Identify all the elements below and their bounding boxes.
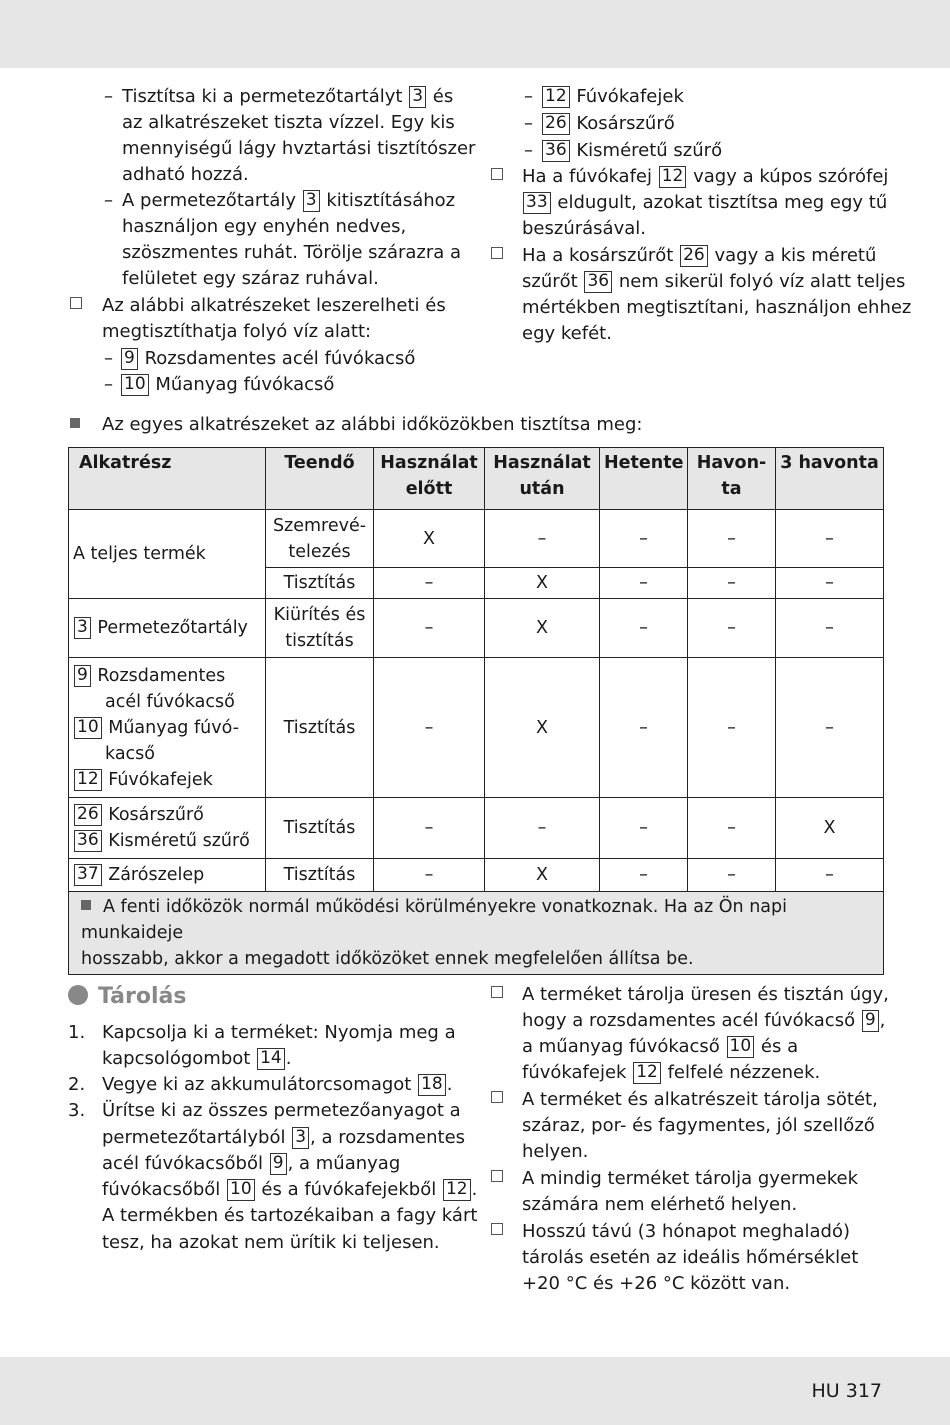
text-line: Havon- [696,453,767,473]
footer-band [0,1357,950,1425]
text-line: A terméket és alkatrészeit tárolja sötét, [522,1089,878,1110]
text-line: felületet egy száraz ruhával. [122,268,379,289]
table-footer-row [69,892,884,975]
ref-37: 37 [74,864,102,886]
text-line: Hosszú távú (3 hónapot meghaladó) [522,1221,850,1242]
dash: – [104,374,113,395]
dash: – [524,113,533,134]
table-row [69,859,884,892]
table-row [69,599,884,658]
text-line: mértékben megtisztítani, használjon ehhez [522,297,912,318]
ref-12: 12 [74,769,102,791]
text-line: száraz, por- és fagymentes, jól szellőző [522,1115,875,1136]
text-line: 33 eldugult, azokat tisztítsa meg egy tű [522,190,887,216]
ref-36: 36 [584,271,612,293]
schedule-cell: – [485,798,600,859]
part-cell [69,658,266,798]
action-cell: Tisztítás [266,658,374,798]
schedule-cell: – [776,599,884,658]
schedule-cell: – [776,658,884,798]
step-number: 1. [68,1022,86,1043]
schedule-cell: – [600,859,688,892]
text-line: tisztítás [285,631,354,651]
text-line: Használat [493,453,591,473]
text-line: telezés [288,541,351,562]
table-note [69,892,884,975]
schedule-cell: – [600,599,688,658]
text-line: ta [721,479,742,499]
col-header-monthly [688,448,776,510]
text-line: Az alábbi alkatrészeket leszerelheti és [102,295,446,316]
schedule-cell: – [374,568,485,599]
text-line: szűrőt 36 nem sikerül folyó víz alatt teljes [522,271,906,292]
dash: – [524,140,533,161]
text-line: Ürítse ki az összes permetezőanyagot a [102,1100,461,1121]
bullet-dot-icon [68,985,88,1005]
schedule-cell: X [485,599,600,658]
schedule-cell: – [600,510,688,568]
schedule-cell: – [374,599,485,658]
schedule-cell: – [485,510,600,568]
ref-12: 12 [443,1179,471,1201]
text-line: 12 Fúvókafejek [73,767,261,793]
schedule-cell: X [485,658,600,798]
text-line: Szemrevé- [272,515,367,536]
text-line: tárolás esetén az ideális hőmérséklet [522,1247,859,1268]
part-cell: 3 Permetezőtartály [69,599,266,658]
section-title-storage: Tárolás [68,984,186,1009]
dash: – [104,86,113,107]
schedule-cell: – [688,859,776,892]
text-line: Kapcsolja ki a terméket: Nyomja meg a [102,1022,456,1043]
dash: – [104,348,113,369]
schedule-cell: X [485,568,600,599]
schedule-cell: – [374,798,485,859]
checkbox-bullet [491,1087,503,1113]
text-line: megtisztíthatja folyó víz alatt: [102,321,372,342]
text-line: az alkatrészeket tiszta vízzel. Egy kis [122,112,455,133]
text-line: fúvókafejek 12 felfelé nézzenek. [522,1062,821,1083]
text-line: használjon egy enyhén nedves, [122,216,407,237]
checkbox-bullet [70,293,82,319]
ref-26: 26 [74,804,102,826]
dash: – [104,190,113,211]
text-line: 26 Kosárszűrő [73,802,261,828]
text-line: A permetezőtartály 3 kitisztításához [122,190,456,211]
schedule-cell: – [776,859,884,892]
schedule-cell: – [600,568,688,599]
table-header-row [69,448,884,510]
ref-36: 36 [74,830,102,852]
text-line: 10 Műanyag fúvó- [73,715,261,741]
text-line: mennyiségű lágy hvztartási tisztítószer [122,138,476,159]
ref-10: 10 [74,717,102,739]
schedule-cell: – [776,568,884,599]
text-line: fúvókacsőből 10 és a fúvókafejekből 12 . [102,1179,478,1200]
text-line: 9 Rozsdamentes [73,663,261,689]
ref-18: 18 [418,1074,446,1096]
text-line: Ha a fúvókafej 12 vagy a kúpos szórófej [522,166,889,187]
col-header-part: Alkatrész [69,448,266,510]
ref-10: 10 [121,374,149,396]
schedule-cell: – [688,568,776,599]
checkbox-bullet [491,164,503,190]
col-header-action: Teendő [266,448,374,510]
text-line: kacső [105,743,155,764]
schedule-cell: – [776,510,884,568]
schedule-cell: – [600,798,688,859]
col-header-after-use [485,448,600,510]
text-line: Kiürítés és [273,605,366,625]
step-number: 3. [68,1100,86,1121]
text-line: 12 Fúvókafejek [541,84,684,110]
ref-12: 12 [633,1062,661,1084]
schedule-cell: X [374,510,485,568]
checkbox-bullet [491,982,503,1008]
ref-3: 3 [409,86,426,108]
table-row [69,798,884,859]
schedule-cell: – [374,658,485,798]
ref-9: 9 [862,1010,879,1032]
text-line: 36 Kisméretű szűrő [73,828,261,854]
ref-10: 10 [727,1036,755,1058]
ref-9: 9 [74,665,91,687]
text-line: 9 Rozsdamentes acél fúvókacső [120,346,415,372]
action-cell: Tisztítás [266,798,374,859]
col-header-weekly: Hetente [600,448,688,510]
ref-9: 9 [270,1153,287,1175]
action-cell [266,599,374,658]
text-line: előtt [405,479,453,499]
text-line: tesz, ha azokat nem ürítik ki teljesen. [102,1232,440,1253]
col-header-quarterly: 3 havonta [776,448,884,510]
part-cell: A teljes termék [69,510,266,599]
text-line: Vegye ki az akkumulátorcsomagot 18 . [102,1074,453,1095]
ref-3: 3 [303,190,320,212]
col-header-before-use [374,448,485,510]
checkbox-bullet [491,1166,503,1192]
text-line: permetezőtartályból 3 , a rozsdamentes [102,1127,466,1148]
schedule-cell: X [485,859,600,892]
ref-10: 10 [227,1179,255,1201]
ref-9: 9 [121,348,138,370]
ref-3: 3 [292,1127,309,1149]
ref-36: 36 [542,140,570,162]
checkbox-bullet [491,1219,503,1245]
action-cell [266,510,374,568]
text-line: számára nem elérhető helyen. [522,1194,798,1215]
ref-33: 33 [523,192,551,214]
text-line: 10 Műanyag fúvókacső [120,372,334,398]
cleaning-schedule-table [68,447,884,975]
text-line: acél fúvókacsőből 9 , a műanyag [102,1153,401,1174]
part-cell: 37 Zárószelep [69,859,266,892]
text-line: egy kefét. [522,323,612,344]
text-line: 26 Kosárszűrő [541,111,675,137]
ref-3: 3 [74,617,91,639]
text-line: kapcsológombot 14 . [102,1048,292,1069]
text-line: helyen. [522,1141,589,1162]
text-line: hogy a rozsdamentes acél fúvókacső 9 , [522,1010,886,1031]
header-band [0,0,950,68]
schedule-cell: – [688,599,776,658]
schedule-cell: – [600,658,688,798]
ref-12: 12 [542,86,570,108]
text-line: Ha a kosárszűrőt 26 vagy a kis méretű [522,245,877,266]
dash: – [524,86,533,107]
text-line: adható hozzá. [122,164,249,185]
schedule-cell: – [688,658,776,798]
text-line: hosszabb, akkor a megadott időközöket ennek megfelelően állítsa be. [81,949,694,969]
schedule-cell: X [776,798,884,859]
ref-26: 26 [680,245,708,267]
text-line: beszúrásával. [522,218,646,239]
action-cell: Tisztítás [266,568,374,599]
ref-12: 12 [659,166,687,188]
square-bullet [70,412,80,438]
text-line: a műanyag fúvókacső 10 és a [522,1036,799,1057]
text-line: Használat [380,453,478,473]
table-row [69,510,884,568]
text-line: után [519,479,565,499]
schedule-cell: – [688,798,776,859]
text-line: A termékben és tartozékaiban a fagy kárt [102,1205,478,1226]
text-line: szöszmentes ruhát. Törölje szárazra a [122,242,462,263]
part-cell [69,798,266,859]
text-line: +20 °C és +26 °C között van. [522,1273,791,1294]
schedule-cell: – [688,510,776,568]
ref-14: 14 [257,1048,285,1070]
text-line: A mindig terméket tárolja gyermekek [522,1168,858,1189]
text-line: A terméket tárolja üresen és tisztán úgy, [522,984,889,1005]
text-line: A fenti időközök normál működési körülményekre vonatkoznak. Ha az Ön napi munkaideje [81,897,787,943]
ref-26: 26 [542,113,570,135]
table-row [69,658,884,798]
checkbox-bullet [491,243,503,269]
step-number: 2. [68,1074,86,1095]
text-line: acél fúvókacső [105,691,235,712]
page-number: HU 317 [811,1380,882,1402]
square-bullet [81,900,91,910]
action-cell: Tisztítás [266,859,374,892]
table-intro: Az egyes alkatrészeket az alábbi időközökben tisztítsa meg: [102,414,643,435]
schedule-cell: – [374,859,485,892]
text-line: 36 Kisméretű szűrő [541,138,722,164]
text-line: Tisztítsa ki a permetezőtartályt 3 és [122,86,454,107]
